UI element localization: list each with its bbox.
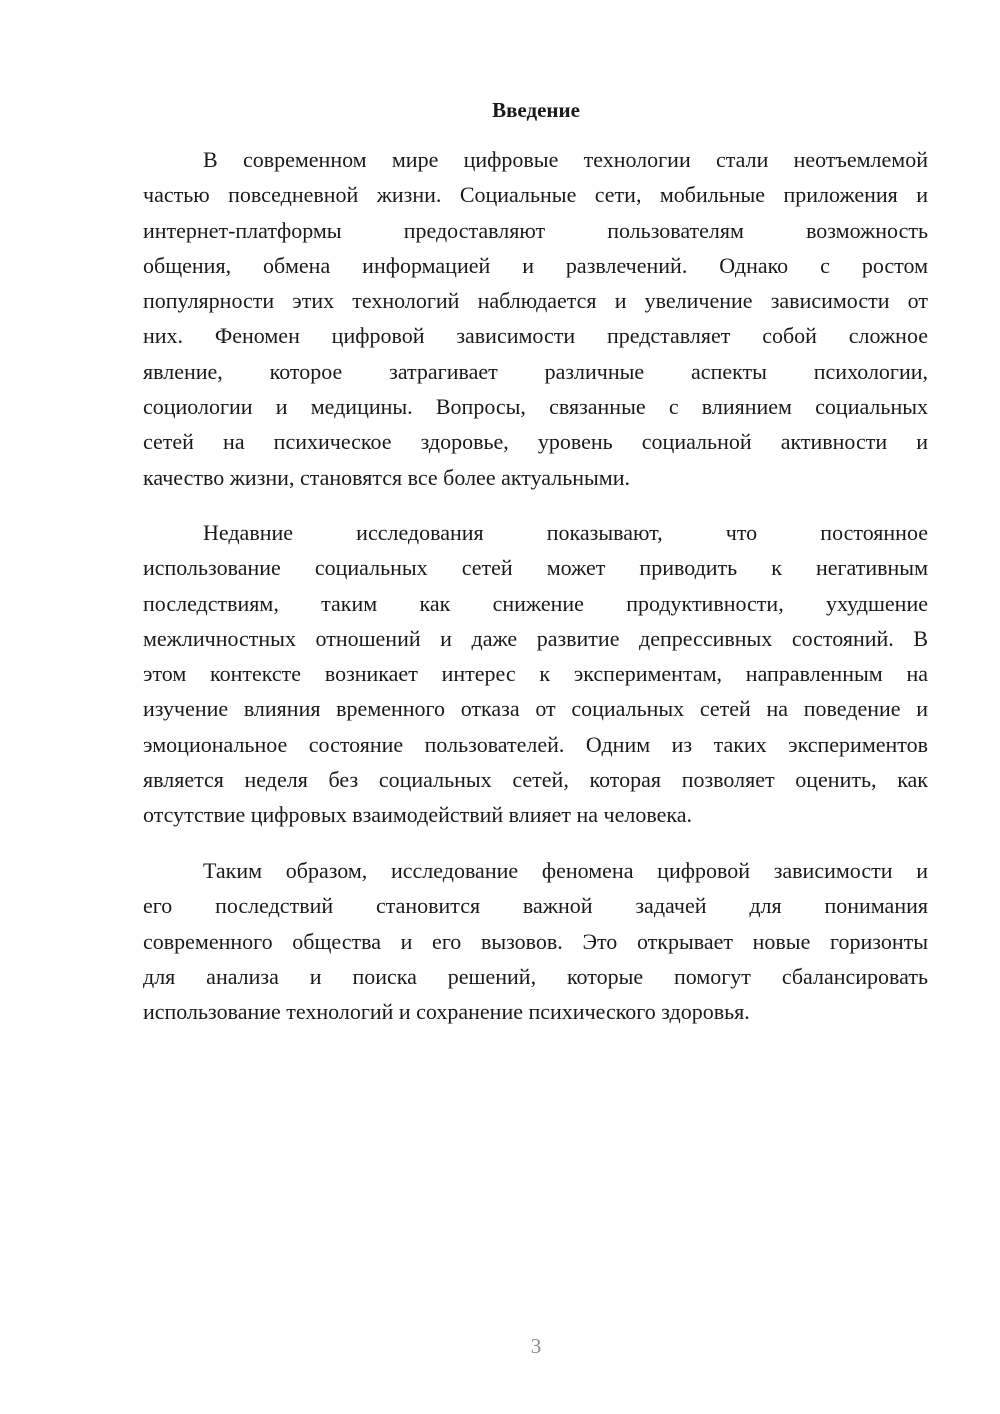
text-line: Недавние исследования показывают, что постоянное (203, 520, 928, 545)
text-line: интернет-платформы предоставляют пользователям возможность (143, 217, 928, 243)
paragraph-3 (143, 853, 928, 1029)
text-line: использование технологий и сохранение психического здоровья. (143, 999, 750, 1025)
text-line: современного общества и его вызовов. Это открывает новые горизонты (143, 928, 928, 954)
text-line: использование социальных сетей может приводить к негативным (143, 555, 928, 581)
text-line: его последствий становится важной задачей для понимания (143, 893, 928, 919)
text-line: Таким образом, исследование феномена цифровой зависимости и (203, 858, 928, 883)
text-line: общения, обмена информацией и развлечений. Однако с ростом (143, 252, 928, 278)
text-line: них. Феномен цифровой зависимости представляет собой сложное (143, 323, 928, 349)
text-line: для анализа и поиска решений, которые помогут сбалансировать (143, 963, 928, 989)
text-line: межличностных отношений и даже развитие депрессивных состояний. В (143, 625, 928, 651)
text-line: популярности этих технологий наблюдается и увеличение зависимости от (143, 288, 928, 314)
text-line: этом контексте возникает интерес к экспериментам, направленным на (143, 661, 928, 687)
text-line: является неделя без социальных сетей, которая позволяет оценить, как (143, 767, 928, 793)
text-line: изучение влияния временного отказа от социальных сетей на поведение и (143, 696, 928, 722)
section-title: Введение (492, 98, 580, 122)
text-line: социологии и медицины. Вопросы, связанные с влиянием социальных (143, 394, 928, 420)
paragraph-2 (143, 515, 928, 833)
paragraph-1 (143, 142, 928, 495)
text-line: эмоциональное состояние пользователей. Одним из таких экспериментов (143, 731, 928, 757)
text-line: качество жизни, становятся все более актуальными. (143, 464, 630, 490)
text-line: сетей на психическое здоровье, уровень социальной активности и (143, 429, 928, 455)
text-line: явление, которое затрагивает различные аспекты психологии, (143, 358, 928, 384)
text-line: отсутствие цифровых взаимодействий влияет на человека. (143, 802, 693, 828)
page-number: 3 (530, 1334, 542, 1358)
text-line: В современном мире цифровые технологии стали неотъемлемой (203, 147, 928, 172)
text-line: последствиям, таким как снижение продуктивности, ухудшение (143, 590, 928, 616)
text-line: частью повседневной жизни. Социальные сети, мобильные приложения и (143, 182, 928, 208)
